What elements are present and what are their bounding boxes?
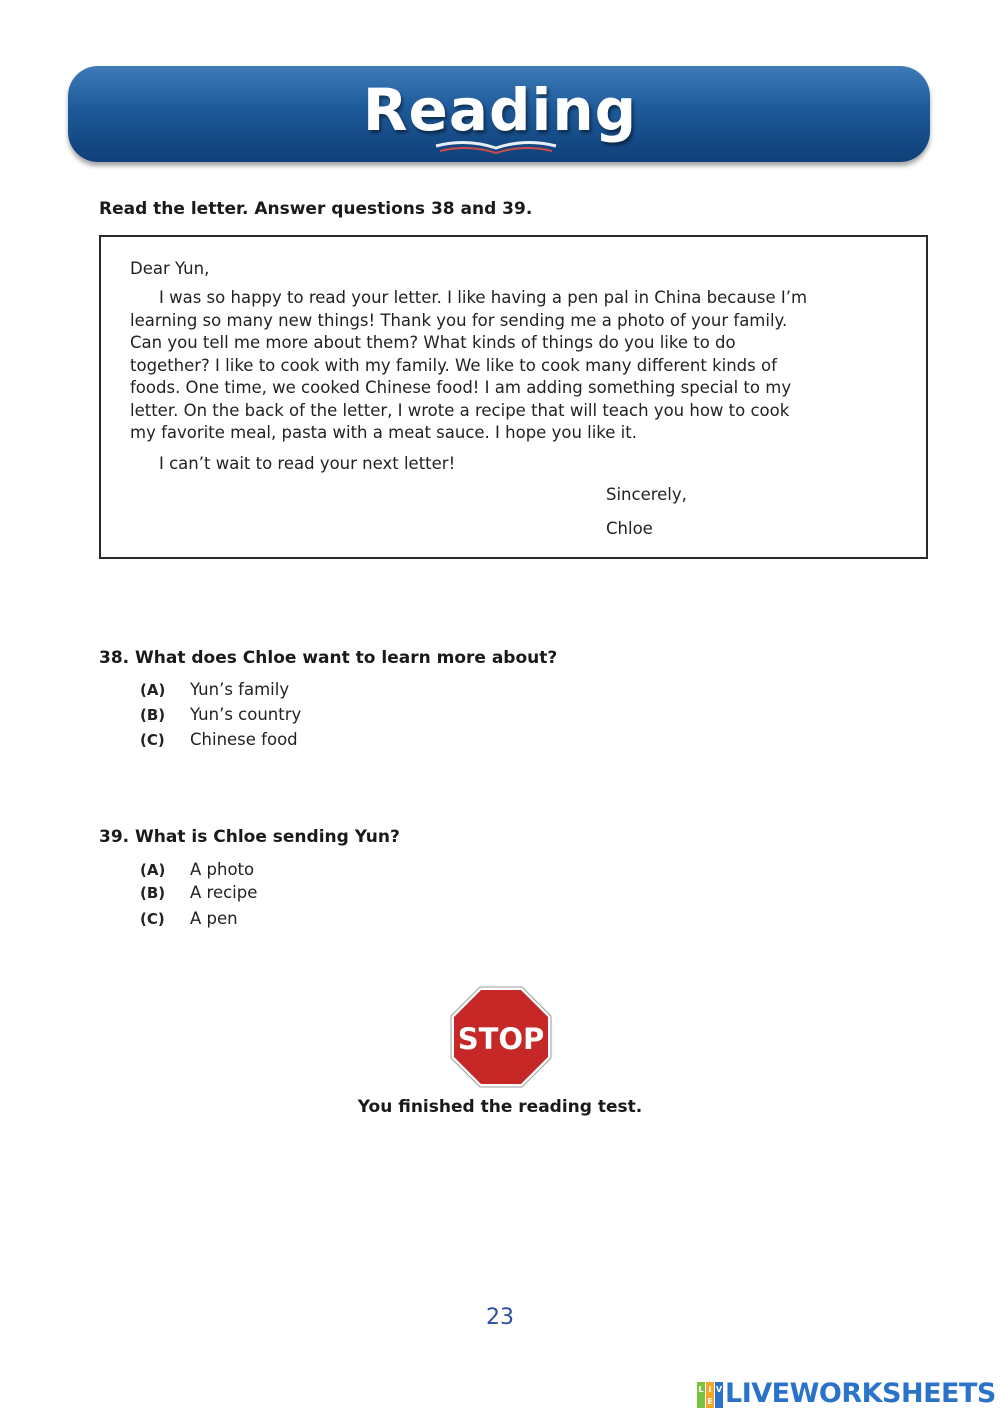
option-letter: (A) <box>140 681 166 699</box>
watermark-text: LIVEWORKSHEETS <box>725 1378 996 1409</box>
option-39-b[interactable] <box>140 883 257 902</box>
question-39 <box>99 827 400 847</box>
letter-paragraph-1: I was so happy to read your letter. I like having a pen pal in China because I’m learning so many new things! Thank you for sending me a photo of your family. Can you tell me more about them? What kinds of things do you like to do together? I like to cook with my family. We like to cook many different kinds of foods. One time, we cooked Chinese food! I am adding something special to my letter. On the back of the letter, I wrote a recipe that will teach you how to cook my favorite meal, pasta with a meat sauce. I hope you like it. <box>130 288 808 442</box>
option-39-a[interactable] <box>140 860 254 879</box>
question-38 <box>99 648 557 668</box>
stop-label: STOP <box>457 1022 545 1056</box>
svg-text:E: E <box>707 1397 713 1406</box>
option-38-b[interactable] <box>140 705 301 724</box>
question-text: What does Chloe want to learn more about? <box>135 648 558 668</box>
instruction-text: Read the letter. Answer questions 38 and 39. <box>99 199 533 219</box>
option-text: Chinese food <box>190 730 298 749</box>
question-number: 38. <box>99 648 130 668</box>
letter-greeting: Dear Yun, <box>130 259 210 278</box>
page-number: 23 <box>486 1305 514 1330</box>
finish-message: You finished the reading test. <box>357 1097 643 1117</box>
option-letter: (B) <box>140 884 166 902</box>
letter-signature: Chloe <box>606 519 653 538</box>
option-text: A pen <box>190 909 238 928</box>
option-letter: (A) <box>140 861 166 879</box>
option-text: A photo <box>190 860 255 879</box>
open-book-icon <box>434 138 558 158</box>
option-text: Yun’s country <box>190 705 302 724</box>
page-title: Reading <box>362 76 638 144</box>
svg-text:L: L <box>698 1385 704 1394</box>
letter-paragraph-2: I can’t wait to read your next letter! <box>159 454 456 473</box>
liveworksheets-logo-icon <box>697 1382 723 1408</box>
question-text: What is Chloe sending Yun? <box>135 827 400 847</box>
option-text: Yun’s family <box>190 680 290 699</box>
svg-text:V: V <box>715 1385 723 1394</box>
svg-text:I: I <box>708 1385 712 1394</box>
letter-closing: Sincerely, <box>606 485 687 504</box>
option-letter: (B) <box>140 706 166 724</box>
stop-sign-icon <box>450 986 552 1088</box>
option-38-a[interactable] <box>140 680 289 699</box>
option-39-c[interactable] <box>140 909 238 928</box>
option-38-c[interactable] <box>140 730 298 749</box>
option-text: A recipe <box>190 883 258 902</box>
option-letter: (C) <box>140 731 165 749</box>
option-letter: (C) <box>140 910 165 928</box>
question-number: 39. <box>99 827 130 847</box>
